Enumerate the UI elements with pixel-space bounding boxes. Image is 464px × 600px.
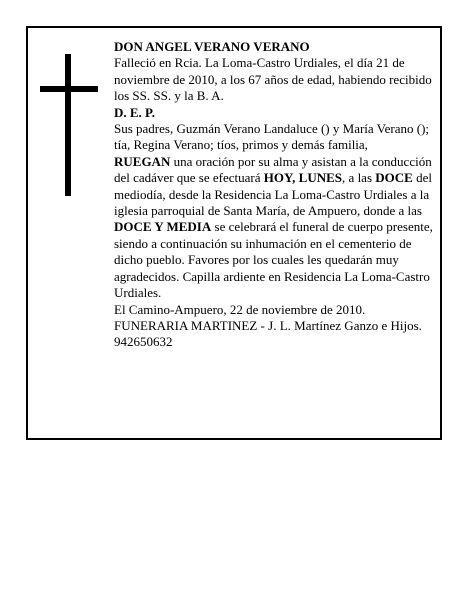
obituary-text [114, 39, 434, 351]
cross-horizontal-bar [40, 86, 98, 92]
dep-line: D. E. P. [114, 104, 156, 120]
place-date: El Camino-Ampuero, 22 de noviembre de 2010. [114, 301, 366, 317]
obituary-notice-frame [26, 26, 442, 440]
funeral-request [114, 154, 434, 302]
cross-vertical-bar [65, 54, 71, 196]
request-text-1: una oración por su alma y asistan a la conducción del cadáver que se efectuará [114, 153, 432, 186]
family-list: Sus padres, Guzmán Verano Landaluce () y María Verano (); tía, Regina Verano; tíos, primos y demás familia, [114, 121, 430, 153]
request-text-4: se celebrará el funeral de cuerpo presente, siendo a continuación su inhumación en el cementerio de dicho pueblo. Favores por los cuales les quedarán muy agradecidos. Capilla ardiente en Residencia La Loma-Castro Urdiales. [114, 219, 433, 301]
request-text-2: , a las [342, 170, 376, 186]
funeral-time-2: DOCE Y MEDIA [114, 219, 212, 235]
cross-icon [40, 54, 98, 196]
death-info: Falleció en Rcia. La Loma-Castro Urdiales, el día 21 de noviembre de 2010, a los 67 años de edad, habiendo recibido los SS. SS. y la B. A. [114, 55, 432, 104]
ruegan-word: RUEGAN [114, 153, 171, 169]
funeral-home: FUNERARIA MARTINEZ - J. L. Martínez Ganzo e Hijos. 942650632 [114, 317, 422, 350]
funeral-time-1: DOCE [375, 170, 413, 186]
request-text-3: del mediodía, desde la Residencia La Loma-Castro Urdiales a la iglesia parroquial de Santa María, de Ampuero, donde a las [114, 170, 432, 219]
funeral-day: HOY, LUNES [263, 170, 343, 186]
deceased-name: DON ANGEL VERANO VERANO [114, 39, 310, 54]
